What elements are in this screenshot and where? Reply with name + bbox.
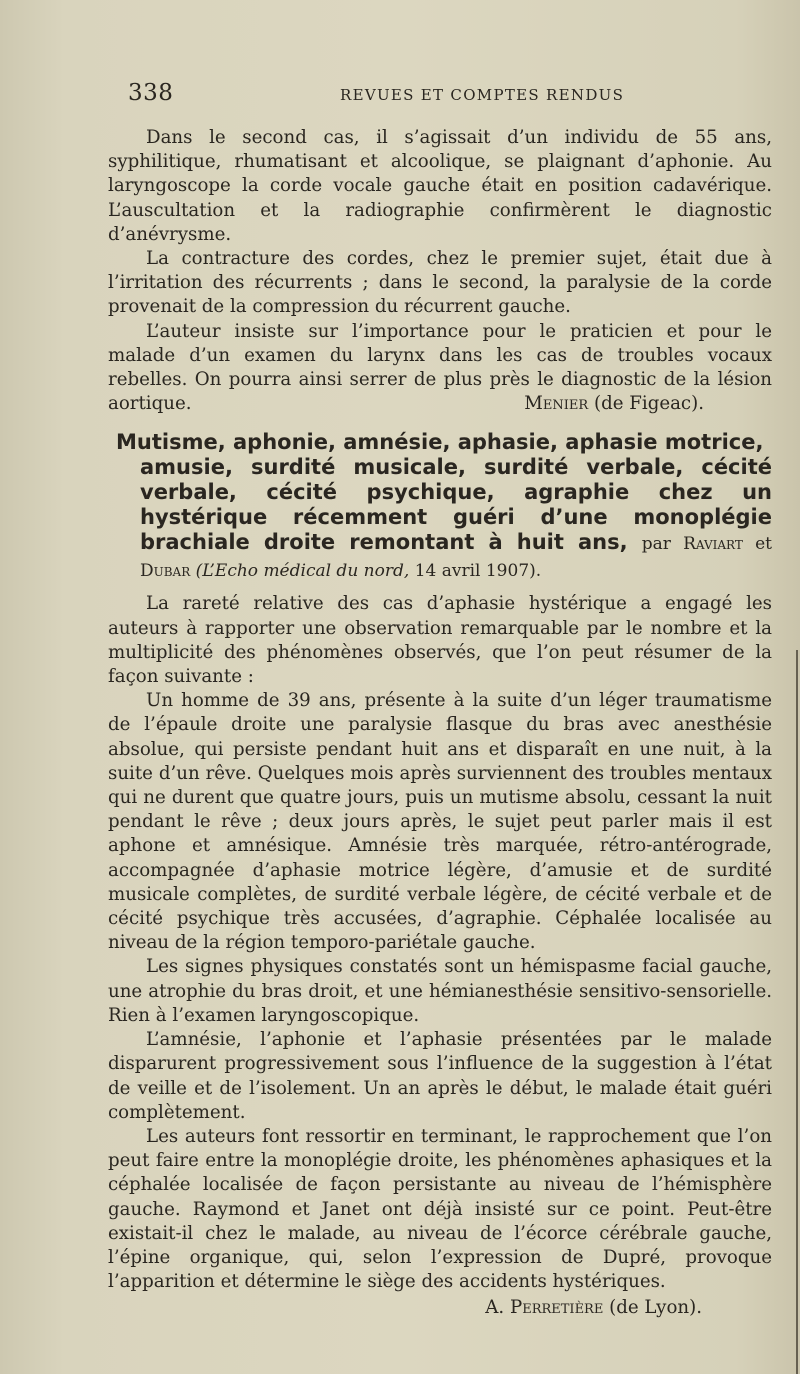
- paragraph: La contracture des cordes, chez le premier sujet, était due à l’irritation des récurrents ; dans le second, la paralysie de la corde provenait de la compression du récurrent gauche.: [108, 248, 772, 318]
- signature-name: Menier: [524, 393, 589, 415]
- running-head: REVUES ET COMPTES RENDUS: [340, 86, 625, 104]
- paragraph: Les signes physiques constatés sont un hémispasme facial gauche, une atrophie du bras droit, et une hémianesthésie sensitivo-sensorielle. Rien à l’examen laryngoscopique.: [108, 956, 772, 1026]
- page-header: [110, 80, 765, 112]
- journal-name: (L’Echo médical du nord,: [195, 561, 410, 582]
- page-number: 338: [128, 80, 174, 106]
- paragraph: Les auteurs font ressortir en terminant, le rapprochement que l’on peut faire entre la monoplégie droite, les phénomènes aphasiques et la céphalée localisée de façon persistante au niveau de l’hémisphère gauche. Raymond et Janet ont déjà insisté sur ce point. Peut-être existait-il chez le malade, au niveau de l’écorce cérébrale gauche, l’épine organique, qui, selon l’expression de Dupré, provoque l’apparition et détermine le siège des accidents hystériques.: [108, 1125, 772, 1293]
- signature-place: (de Lyon).: [609, 1297, 702, 1319]
- paragraph: Un homme de 39 ans, présente à la suite d’un léger traumatisme de l’épaule droite une paralysie flasque du bras avec anesthésie absolue, qui persiste pendant huit ans et disparaît en une nuit, à la suite d’un rêve. Quelques mois après surviennent des troubles mentaux qui ne durent que quatre jours, puis un mutisme absolu, cessant la nuit pendant le rêve ; deux jours après, le sujet peut parler mais il est aphone et amnésique. Amnésie très marquée, rétro-antérograde, accompagnée d’aphasie motrice légère, d’amusie et de surdité musicale complètes, de surdité verbale légère, de cécité verbale et de cécité psychique très accusées, d’agraphie. Céphalée localisée au niveau de la région temporo-pariétale gauche.: [108, 690, 772, 954]
- paragraph-text: L’auteur insiste sur l’importance pour le praticien et pour le malade d’un examen du larynx dans les cas de troubles vocaux rebelles. On pourra ainsi serrer de plus près le diagnostic de la lésion aortique.: [108, 320, 772, 415]
- signature-name: Perretière: [509, 1297, 604, 1319]
- page-edge-shadow: [796, 650, 798, 1374]
- author-name: Dubar: [140, 561, 191, 582]
- paragraph: L’amnésie, l’aphonie et l’aphasie présentées par le malade disparurent progressivement sous l’influence de la suggestion à l’état de veille et de l’isolement. Un an après le début, le malade était guéri complètement.: [108, 1029, 772, 1123]
- paragraph: La rareté relative des cas d’aphasie hystérique a engagé les auteurs à rapporter une observation remarquable par le nombre et la multiplicité des phénomènes observés, que l’on peut résumer de la façon suivante :: [108, 593, 772, 688]
- final-signature: [108, 1296, 772, 1320]
- paragraph: Dans le second cas, il s’agissait d’un individu de 55 ans, syphilitique, rhumatisant et alcoolique, se plaignant d’aphonie. Au laryngoscope la corde vocale gauche était en position cadavérique. L’auscultation et la radiographie confirmèrent le diagnostic d’anévrysme.: [108, 127, 772, 245]
- article-title-rest: [108, 455, 772, 584]
- article-title-line1: Mutisme, aphonie, amnésie, aphasie, aphasie motrice,: [116, 430, 764, 455]
- signature-place: (de Figeac).: [593, 393, 704, 415]
- citation-date: 14 avril 1907).: [414, 561, 542, 582]
- signature-initial: A.: [485, 1297, 505, 1319]
- article-title-text: amusie, surdité musicale, surdité verbale, cécité verbale, cécité psychique, agraphie chez un hystérique récemment guéri d’une monoplégie brachiale droite remontant à huit ans,: [140, 455, 772, 555]
- citation-et: et: [755, 534, 773, 555]
- author-name: Raviart: [683, 534, 743, 555]
- citation-par: par: [641, 534, 671, 555]
- article-title: [108, 430, 772, 584]
- signature: [486, 392, 772, 416]
- paragraph: [108, 320, 772, 417]
- body-text: [108, 126, 772, 1321]
